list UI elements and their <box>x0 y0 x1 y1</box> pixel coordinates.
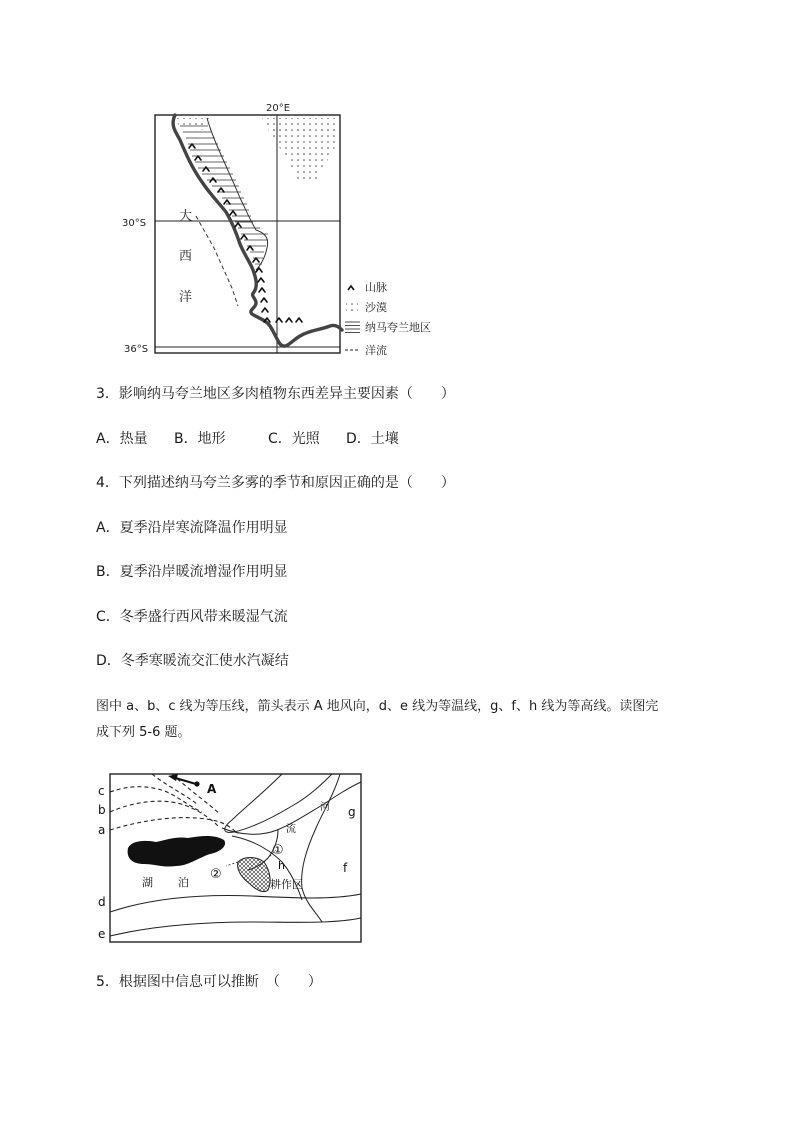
desert-area-north <box>175 118 210 130</box>
question-4-option-b[interactable]: B．夏季沿岸暖流增湿作用明显 <box>96 564 288 580</box>
isobar-b <box>110 801 218 826</box>
wind-arrow-head <box>168 774 178 781</box>
question-3-option-d[interactable]: D．土壤 <box>346 431 399 447</box>
question-5-stem: 5．根据图中信息可以推断 （ ） <box>96 974 322 990</box>
legend-mountain-label: 山脉 <box>365 281 387 294</box>
map1-legend <box>345 281 431 357</box>
mountain-symbols <box>189 144 302 322</box>
legend-mountain-icon <box>348 286 354 290</box>
label-isobar-a: a <box>98 823 106 837</box>
legend-current-label: 洋流 <box>365 344 387 357</box>
region-east-boundary <box>207 118 268 270</box>
lake <box>128 836 225 867</box>
point-a <box>194 781 199 786</box>
isotherm-e <box>110 918 361 936</box>
contour-g <box>225 774 332 832</box>
questions-5-6-intro <box>96 694 706 746</box>
legend-desert-icon <box>346 302 358 311</box>
label-contour-f: f <box>343 861 348 875</box>
label-isobar-b: b <box>98 803 106 817</box>
isobar-a <box>110 818 238 834</box>
question-4-option-c[interactable]: C．冬季盛行西风带来暖湿气流 <box>96 609 288 625</box>
label-isobar-c: c <box>98 784 105 798</box>
ocean-char-3: 洋 <box>179 290 193 305</box>
ocean-char-2: 西 <box>179 249 193 264</box>
label-lake-2: 泊 <box>178 876 189 889</box>
question-4-option-a[interactable]: A．夏季沿岸寒流降温作用明显 <box>96 520 288 536</box>
legend-region-icon <box>345 322 360 333</box>
label-circle-1: ① <box>272 843 284 858</box>
dotted-line-1 <box>226 862 238 866</box>
label-lake-1: 湖 <box>142 876 153 889</box>
label-a-point: A <box>207 782 217 796</box>
label-circle-2: ② <box>210 867 222 882</box>
label-river-2: 流 <box>286 824 296 835</box>
label-contour-h: h <box>278 859 285 872</box>
label-isotherm-d: d <box>98 895 106 909</box>
question-4-option-d[interactable]: D．冬季寒暖流交汇使水汽凝结 <box>96 653 289 669</box>
label-river-1: 河 <box>320 802 330 813</box>
label-farm: 耕作区 <box>270 878 303 891</box>
ocean-char-1: 大 <box>179 209 193 224</box>
question-3-stem: 3．影响纳马夸兰地区多肉植物东西差异主要因素（ ） <box>96 386 455 402</box>
isobar-c <box>110 787 202 812</box>
label-isotherm-e: e <box>98 927 106 941</box>
legend-region-label: 纳马夸兰地区 <box>365 321 431 334</box>
label-36s: 36°S <box>124 344 149 355</box>
isotherm-d <box>110 894 361 912</box>
figure-isobar-isotherm-contour-map <box>92 770 367 946</box>
question-3-option-b[interactable]: B．地形 <box>174 431 226 447</box>
intro-line-2: 成下列 5-6 题。 <box>96 725 191 740</box>
legend-desert-label: 沙漠 <box>365 301 387 314</box>
farm-area <box>238 858 270 892</box>
question-3-option-a[interactable]: A．热量 <box>96 431 148 447</box>
label-contour-g: g <box>348 805 356 819</box>
label-20e: 20°E <box>266 103 291 114</box>
question-4-stem: 4．下列描述纳马夸兰多雾的季节和原因正确的是（ ） <box>96 475 455 491</box>
desert-area-east <box>262 118 339 183</box>
question-3-option-c[interactable]: C．光照 <box>268 431 320 447</box>
intro-line-1: 图中 a、b、c 线为等压线，箭头表示 A 地风向，d、e 线为等温线，g、f、h 线为等高线。读图完 <box>96 699 659 714</box>
figure-namaqualand-map <box>110 98 460 362</box>
ocean-current-dashed-line <box>196 216 238 306</box>
label-30s: 30°S <box>122 218 147 229</box>
